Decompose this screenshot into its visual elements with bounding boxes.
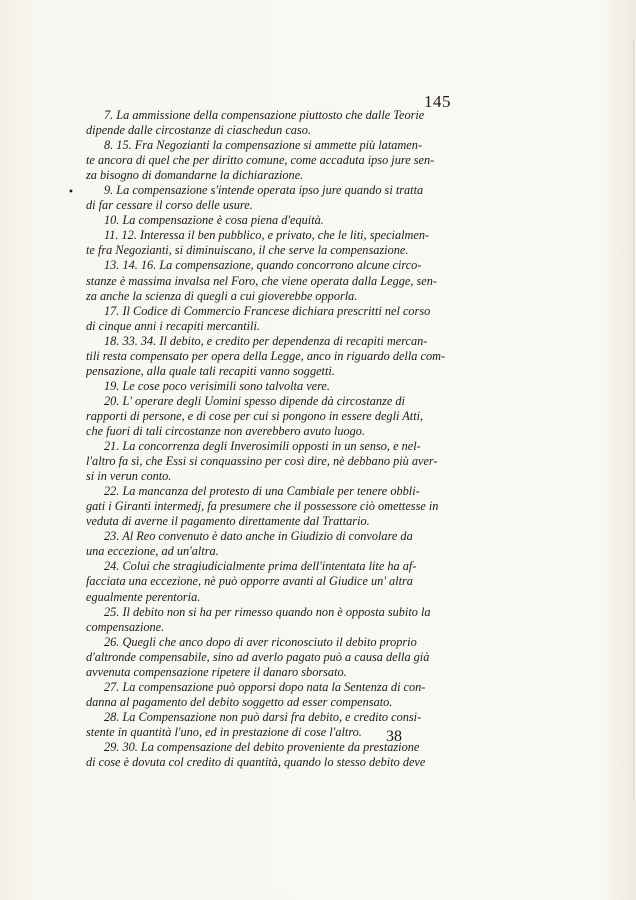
text-line: 22. La mancanza del protesto di una Cambiale per tenere obbli-	[104, 484, 420, 499]
text-line: stente in quantità l'uno, ed in prestazione di cose l'altro.	[86, 724, 362, 739]
text-line: avvenuta compensazione ripetere il danaro sborsato.	[86, 664, 347, 679]
text-line: 7. La ammissione della compensazione piuttosto che dalle Teorie	[104, 108, 425, 122]
text-line: 9. La compensazione s'intende operata ipso jure quando si tratta	[104, 183, 424, 198]
text-line: danna al pagamento del debito soggetto ad esser compensato.	[86, 694, 393, 709]
text-line: te fra Negozianti, si diminuiscano, il che serve la compensazione.	[86, 243, 409, 258]
text-line: 29. 30. La compensazione del debito proveniente da prestazione	[104, 739, 420, 754]
text-line: te ancora di quel che per diritto comune, come accaduta ipso jure sen-	[86, 153, 435, 168]
text-line: 18. 33. 34. Il debito, e credito per dependenza di recapiti mercan-	[104, 333, 428, 348]
text-line: 24. Colui che stragiudicialmente prima dell'intentata lite ha af-	[104, 559, 417, 574]
text-line: l'altro fa sì, che Essi si conquassino per così dire, nè debbano più aver-	[86, 454, 438, 469]
text-line: di cinque anni i recapiti mercantili.	[86, 318, 260, 333]
text-line: tili resta compensato per opera della Legge, anco in riguardo della com-	[86, 348, 446, 363]
text-line: di cose è dovuta col credito di quantità, quando lo stesso debito deve	[86, 755, 426, 770]
summary-text	[86, 108, 462, 770]
text-line: 21. La concorrenza degli Inverosimili opposti in un senso, e nel-	[104, 439, 421, 454]
text-line: d'altronde compensabile, sino ad averlo pagato può a causa della già	[86, 649, 430, 664]
text-line: 26. Quegli che anco dopo di aver riconosciuto il debito proprio	[104, 634, 417, 649]
text-line: facciata una eccezione, nè può opporre avanti al Giudice un' altra	[86, 574, 413, 589]
text-line: 20. L' operare degli Uomini spesso dipende dà circostanze di	[104, 393, 405, 408]
page-number: 145	[424, 92, 451, 111]
text-line: 27. La compensazione può opporsi dopo nata la Sentenza di con-	[104, 679, 426, 694]
text-line: dipende dalle circostanze di ciaschedun caso.	[86, 123, 311, 138]
text-line: una eccezione, ad un'altra.	[86, 544, 219, 559]
text-line: 11. 12. Interessa il ben pubblico, e privato, che le liti, specialmen-	[104, 228, 430, 243]
text-line: veduta di averne il pagamento direttamente dal Trattario.	[86, 514, 370, 529]
signature-mark: 38	[386, 728, 402, 745]
text-line: 19. Le cose poco verisimili sono talvolta vere.	[104, 378, 330, 393]
margin-dot: •	[68, 187, 74, 198]
text-line: che fuori di tali circostanze non averebbero avuto luogo.	[86, 423, 366, 438]
text-line: 28. La Compensazione non può darsi fra debito, e credito consi-	[104, 709, 422, 724]
text-line: 25. Il debito non si ha per rimesso quando non è opposta subito la	[104, 604, 431, 619]
text-line: gati i Giranti intermedj, fa presumere che il possessore ciò omettesse in	[86, 499, 439, 514]
text-line: di far cessare il corso delle usure.	[86, 198, 253, 213]
text-line: egualmente perentoria.	[86, 589, 201, 604]
text-line: 8. 15. Fra Negozianti la compensazione si ammette più latamen-	[104, 138, 422, 153]
text-line: rapporti di persone, e di cose per cui si pongono in essere degli Atti,	[86, 408, 424, 423]
text-line: 23. Al Reo convenuto è dato anche in Giudizio di convolare da	[104, 529, 413, 544]
text-line: 17. Il Codice di Commercio Francese dichiara prescritti nel corso	[104, 303, 431, 318]
text-line: compensazione.	[86, 619, 165, 634]
text-line: za anche la scienza di quegli a cui gioverebbe opporla.	[86, 288, 358, 303]
text-line: za bisogno di domandarne la dichiarazione.	[86, 168, 304, 183]
text-line: 10. La compensazione è cosa piena d'equità.	[104, 213, 324, 228]
page-edge-marks	[629, 40, 634, 800]
text-line: pensazione, alla quale tali recapiti vanno soggetti.	[86, 363, 335, 378]
text-line: 13. 14. 16. La compensazione, quando concorrono alcune circo-	[104, 258, 422, 273]
text-line: stanze è massima invalsa nel Foro, che viene operata dalla Legge, sen-	[86, 273, 437, 288]
text-line: si in verun conto.	[86, 469, 172, 484]
